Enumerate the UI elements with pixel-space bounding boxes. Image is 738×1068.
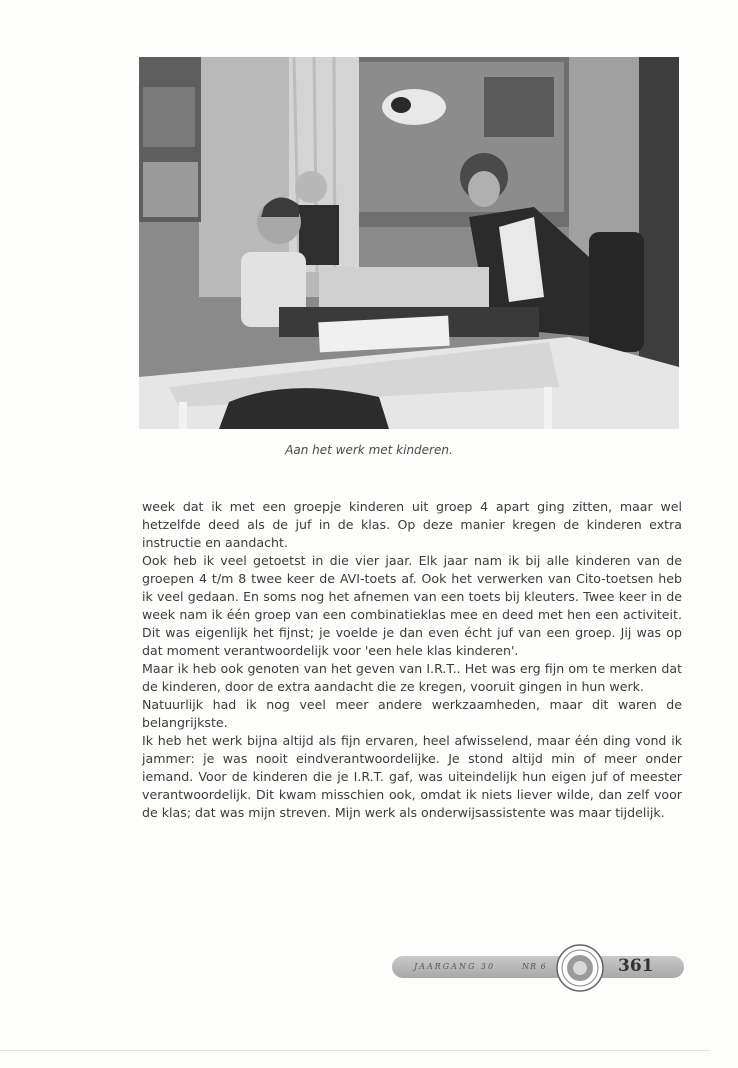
issue-label: NR 6 xyxy=(522,962,547,971)
paragraph: Natuurlijk had ik nog veel meer andere werkzaamheden, maar dit waren de belangrijkste. xyxy=(142,697,682,730)
page-footer xyxy=(392,953,684,981)
volume-label: JAARGANG 30 xyxy=(414,962,496,971)
page-edge-rule xyxy=(0,1050,710,1051)
article-body xyxy=(142,498,682,822)
paragraph: Maar ik heb ook genoten van het geven van I.R.T.. Het was erg fijn om te merken dat de kinderen, door de extra aandacht die ze kregen, vooruit gingen in hun werk. xyxy=(142,661,682,694)
figure-caption: Aan het werk met kinderen. xyxy=(285,443,453,457)
page-number: 361 xyxy=(618,956,654,976)
paragraph: Ik heb het werk bijna altijd als fijn ervaren, heel afwisselend, maar één ding vond ik jammer: je was nooit eindverantwoordelijke. Je stond altijd min of meer onder iemand. Voor de kinderen die je I.R.T. gaf, was uiteindelijk hun eigen juf of meester verantwoordelijk. Dit kwam misschien ook, omdat ik niets liever wilde, dan zelf voor de klas; dat was mijn streven. Mijn werk als onderwijsassistente was maar tijdelijk. xyxy=(142,733,682,820)
photo-illustration xyxy=(139,57,679,429)
journal-seal-icon xyxy=(555,943,605,993)
classroom-photo xyxy=(139,57,679,429)
paragraph: week dat ik met een groepje kinderen uit groep 4 apart ging zitten, maar wel hetzelfde deed als de juf in de klas. Op deze manier kregen de kinderen extra instructie en aandacht. xyxy=(142,499,682,550)
paragraph: Ook heb ik veel getoetst in die vier jaar. Elk jaar nam ik bij alle kinderen van de groepen 4 t/m 8 twee keer de AVI-toets af. Ook het verwerken van Cito-toetsen heb ik veel gedaan. En soms nog het afnemen van een toets bij kleuters. Twee keer in de week nam ik één groep van een combinatieklas mee en deed met hen een activiteit. Dit was eigenlijk het fijnst; je voelde je dan even écht juf van een groep. Jij was op dat moment verantwoordelijk voor 'een hele klas kinderen'. xyxy=(142,553,682,658)
